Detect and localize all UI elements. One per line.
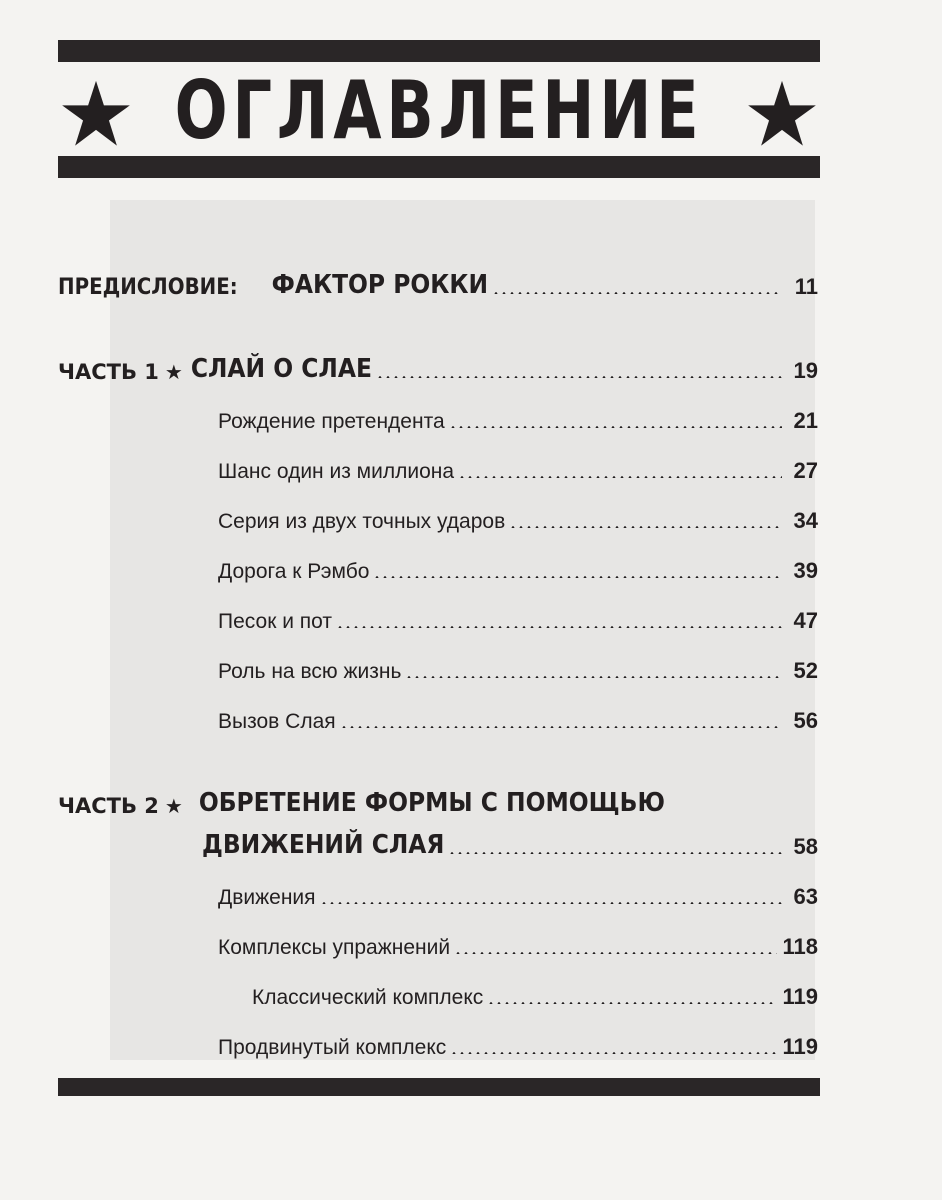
toc-entry[interactable]: [218, 1030, 818, 1060]
dot-leader: [492, 292, 782, 294]
entry-title: Классический комплекс: [252, 986, 484, 1009]
entry-title: Комплексы упражнений: [218, 936, 451, 959]
page-number: 21: [793, 408, 818, 433]
banner-bottom-bar: [58, 156, 820, 178]
toc-entry[interactable]: [218, 654, 818, 684]
entry-title: Шанс один из миллиона: [218, 460, 455, 483]
page-number: 34: [793, 508, 818, 533]
entry-title: Продвинутый комплекс: [218, 1036, 447, 1059]
part-number-label: ЧАСТЬ 2: [58, 794, 159, 818]
entry-title: Песок и пот: [218, 610, 332, 633]
dot-leader: [320, 902, 782, 904]
page-number: 63: [793, 884, 818, 909]
star-icon: [60, 78, 132, 150]
page-title: ОГЛАВЛЕНИЕ: [174, 63, 704, 157]
part2-prefix: [58, 794, 191, 818]
toc-entry[interactable]: [218, 930, 818, 960]
dot-leader: [449, 426, 782, 428]
dot-leader: [487, 1002, 776, 1004]
preface-prefix: ПРЕДИСЛОВИЕ:: [58, 275, 238, 300]
header-banner: [58, 40, 820, 184]
toc-entry-preface[interactable]: [58, 266, 818, 300]
entry-title: Рождение претендента: [218, 410, 445, 433]
dot-leader: [340, 726, 782, 728]
page-number: 19: [793, 358, 818, 383]
entry-title: Движения: [218, 886, 316, 909]
entry-title: Роль на всю жизнь: [218, 660, 402, 683]
toc-entry[interactable]: [218, 880, 818, 910]
part1-prefix: [58, 360, 191, 384]
dot-leader: [450, 1052, 776, 1054]
dot-leader: [376, 376, 782, 378]
part2-title-line2: ДВИЖЕНИЙ СЛАЯ: [202, 830, 445, 860]
page-number: 119: [782, 984, 818, 1009]
page-number: 47: [793, 608, 818, 633]
toc-entry[interactable]: [218, 404, 818, 434]
preface-title: ФАКТОР РОККИ: [271, 270, 489, 300]
entry-title: Дорога к Рэмбо: [218, 560, 370, 583]
star-icon: ★: [164, 794, 183, 818]
star-icon: [746, 78, 818, 150]
toc-entry[interactable]: [252, 980, 818, 1010]
page-number: 27: [793, 458, 818, 483]
page-number: 11: [794, 274, 818, 299]
bottom-rule: [58, 1078, 820, 1096]
toc-entry-part2-line2[interactable]: [202, 826, 818, 860]
part1-title: СЛАЙ О СЛАЕ: [190, 354, 372, 384]
entry-title: Вызов Слая: [218, 710, 336, 733]
toc-entry[interactable]: [218, 604, 818, 634]
toc-entry-part1[interactable]: [58, 350, 818, 384]
page-number: 52: [793, 658, 818, 683]
toc-entry-part2-line1[interactable]: [58, 784, 818, 818]
entry-title: Серия из двух точных ударов: [218, 510, 506, 533]
dot-leader: [373, 576, 782, 578]
page-number: 119: [782, 1034, 818, 1059]
toc-entry[interactable]: [218, 504, 818, 534]
toc-entry[interactable]: [218, 554, 818, 584]
toc-entry[interactable]: [218, 454, 818, 484]
dot-leader: [336, 626, 782, 628]
page-number: 56: [793, 708, 818, 733]
banner-top-bar: [58, 40, 820, 62]
dot-leader: [458, 476, 782, 478]
dot-leader: [454, 952, 776, 954]
page-number: 58: [793, 834, 818, 859]
star-icon: ★: [164, 360, 183, 384]
page-number: 118: [782, 934, 818, 959]
toc-entry[interactable]: [218, 704, 818, 734]
dot-leader: [509, 526, 782, 528]
page-number: 39: [793, 558, 818, 583]
part2-title-line1: ОБРЕТЕНИЕ ФОРМЫ С ПОМОЩЬЮ: [198, 788, 665, 818]
dot-leader: [405, 676, 782, 678]
part-number-label: ЧАСТЬ 1: [58, 360, 159, 384]
dot-leader: [448, 852, 782, 854]
